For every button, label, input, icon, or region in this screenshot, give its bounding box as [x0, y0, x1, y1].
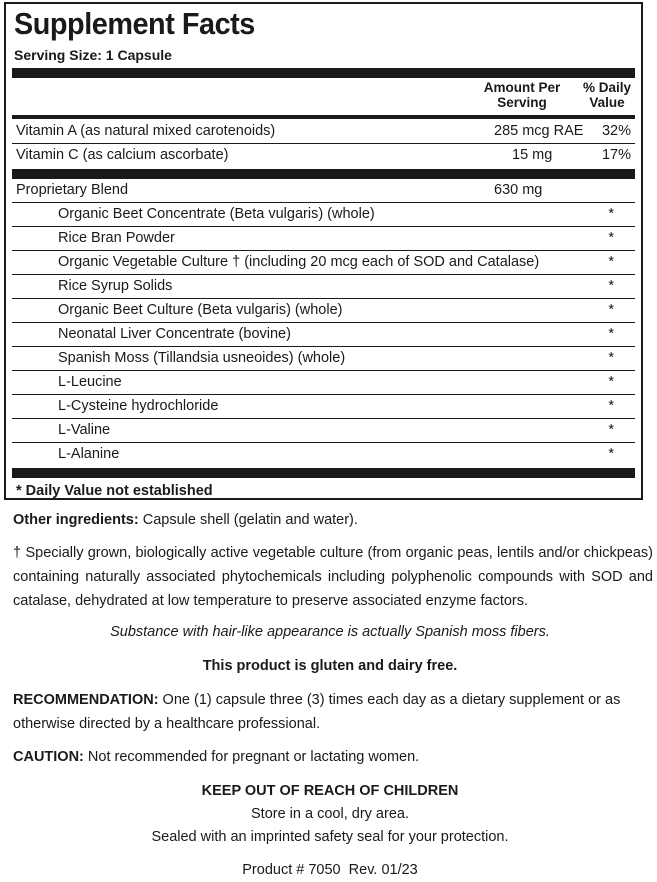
header-amount-line1: Amount Per [483, 80, 561, 95]
thick-divider-top [12, 68, 635, 78]
panel-title: Supplement Facts [14, 6, 255, 41]
ingredient-row [12, 323, 635, 347]
ingredient-daily-value: * [608, 326, 614, 342]
serving-size: Serving Size: 1 Capsule [14, 47, 172, 63]
nutrient-daily-value: 32% [601, 123, 631, 139]
ingredient-row [12, 299, 635, 323]
caution-label: CAUTION: [13, 749, 84, 765]
nutrient-row [12, 144, 635, 168]
ingredient-name: Organic Beet Culture (Beta vulgaris) (whole) [58, 302, 343, 318]
header-amount-line2: Serving [497, 95, 547, 110]
recommendation-text: One (1) capsule three (3) times each day as a dietary supplement or as otherwise directed by a healthcare professional. [13, 692, 621, 732]
other-ingredients-label: Other ingredients: [13, 512, 139, 528]
ingredient-row [12, 443, 635, 467]
recommendation [13, 688, 645, 736]
ingredient-daily-value: * [608, 446, 614, 462]
nutrient-name: Vitamin A (as natural mixed carotenoids) [16, 123, 276, 139]
gluten-note: This product is gluten and dairy free. [202, 658, 458, 674]
nutrient-name: Vitamin C (as calcium ascorbate) [16, 147, 229, 163]
ingredient-name: Neonatal Liver Concentrate (bovine) [58, 326, 291, 342]
ingredient-name: L-Alanine [58, 446, 120, 462]
medium-divider [12, 115, 635, 119]
blend-row [12, 179, 635, 203]
blend-amount: 630 mg [494, 182, 543, 198]
ingredient-row [12, 203, 635, 227]
ingredient-name: Organic Vegetable Culture † (including 20 mcg each of SOD and Catalase) [58, 254, 540, 270]
nutrient-amount: 285 mcg RAE [494, 123, 584, 139]
ingredient-row [12, 419, 635, 443]
header-dv-line1: % Daily [582, 80, 632, 95]
ingredient-name: Rice Bran Powder [58, 230, 175, 246]
culture-note: † Specially grown, biologically active vegetable culture (from organic peas, lentils and/or chickpeas) containing naturally associated phytochemicals including polyphenolic compounds with SOD and catalase, dehydrated at low temperature to preserve associated enzyme factors. [13, 545, 653, 609]
header-amount-per-serving [472, 80, 572, 110]
ingredient-row [12, 347, 635, 371]
product-code: Product # 7050 Rev. 01/23 [242, 862, 418, 878]
nutrient-row [12, 120, 635, 144]
ingredient-row [12, 227, 635, 251]
ingredient-row [12, 395, 635, 419]
ingredient-daily-value: * [608, 302, 614, 318]
ingredient-row [12, 251, 635, 275]
header-daily-value [576, 80, 638, 110]
other-ingredients-text: Capsule shell (gelatin and water). [138, 512, 358, 528]
nutrient-amount: 15 mg [512, 147, 553, 163]
ingredient-daily-value: * [608, 374, 614, 390]
ingredient-name: L-Valine [58, 422, 111, 438]
thick-divider-bottom [12, 468, 635, 478]
nutrient-daily-value: 17% [601, 147, 631, 163]
moss-note: Substance with hair-like appearance is actually Spanish moss fibers. [110, 624, 550, 640]
ingredient-row [12, 371, 635, 395]
header-dv-line2: Value [589, 95, 625, 110]
ingredient-name: Organic Beet Concentrate (Beta vulgaris) (whole) [58, 206, 375, 222]
ingredient-row [12, 275, 635, 299]
supplement-facts-panel [4, 2, 643, 500]
ingredient-daily-value: * [608, 350, 614, 366]
ingredient-name: L-Cysteine hydrochloride [58, 398, 219, 414]
blend-name: Proprietary Blend [16, 182, 129, 198]
ingredient-name: Rice Syrup Solids [58, 278, 173, 294]
keep-out-warning: KEEP OUT OF REACH OF CHILDREN [201, 783, 459, 799]
storage-note: Store in a cool, dry area. [251, 806, 409, 822]
ingredient-daily-value: * [608, 254, 614, 270]
thick-divider-middle [12, 169, 635, 179]
caution [13, 745, 643, 769]
ingredient-name: Spanish Moss (Tillandsia usneoides) (whole) [58, 350, 346, 366]
ingredient-daily-value: * [608, 398, 614, 414]
daily-value-footnote: * Daily Value not established [16, 483, 213, 499]
ingredient-daily-value: * [608, 206, 614, 222]
recommendation-label: RECOMMENDATION: [13, 692, 159, 708]
seal-note: Sealed with an imprinted safety seal for your protection. [151, 829, 509, 845]
caution-text: Not recommended for pregnant or lactating women. [83, 749, 420, 765]
other-ingredients [13, 508, 643, 532]
ingredient-daily-value: * [608, 278, 614, 294]
ingredient-daily-value: * [608, 422, 614, 438]
ingredient-daily-value: * [608, 230, 614, 246]
ingredient-name: L-Leucine [58, 374, 122, 390]
